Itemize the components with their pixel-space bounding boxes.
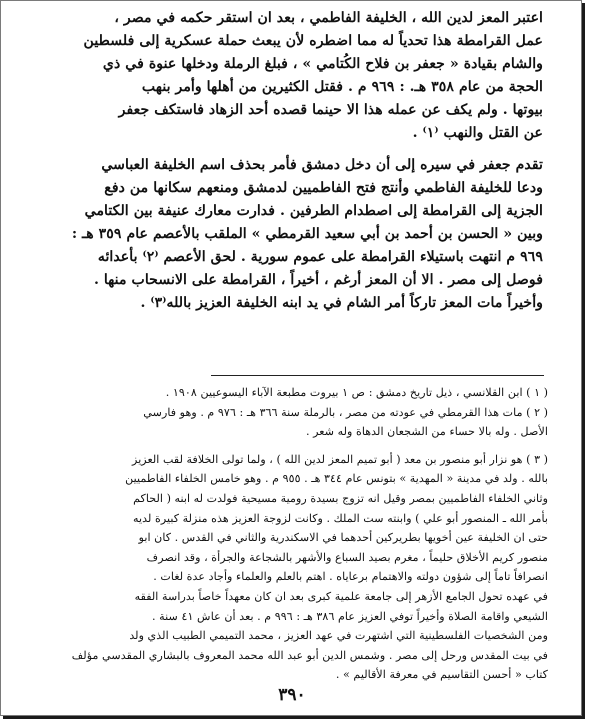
footnote-line: الأصل . وله بالا حساء من الشجعان الدهاة وله شعر . — [306, 425, 548, 439]
footnote-line: منصور كريم الأخلاق حليماً ، مغرم بصيد السباع والأشهر بالشجاعة والجرأة ، وقد انصرف — [146, 550, 548, 564]
text-line: بيوتها . ولم يكف عن عمله هذا الا حينما قصده أحد الزهاد فاستكف جعفر — [118, 102, 543, 118]
footnote-line: انصرافاً تاماً إلى شؤون دولته والاهتمام برعاياه . اهتم بالعلم والعلماء وأجاد عدة لغات . — [153, 570, 548, 584]
main-text — [43, 7, 543, 315]
text-line: وأخيراً مات المعز تاركاً أمر الشام في يد ابنه الخليفة العزيز بالله⁽٣⁾ . — [140, 295, 543, 311]
footnote-line: في بيت المقدس ورحل إلى مصر . وشمس الدين أبو عبد الله محمد المعروف بالبشاري المقدسي مؤلف — [71, 648, 548, 662]
text-line: وبين « الحسن بن أحمد بن أبي سعيد القرمطي » الملقب بالأعصم عام ٣٥٩ هـ : — [71, 226, 543, 242]
footnote-line: وثاني الخلفاء الفاطميين بمصر وقيل انه تزوج بسيدة رومية مسيحية فولدت له ابنه ( الحاكم — [133, 491, 548, 505]
footnote-line: بأمر الله ـ المنصور أبو علي ) وابنته ست الملك . وكانت لزوجة العزيز هذه منزلة كبيرة لديه — [133, 511, 548, 525]
footnote-line: كتاب « أحسن التقاسيم في معرفة الأقاليم » . — [335, 668, 548, 682]
paragraph-1 — [43, 7, 543, 145]
text-line: تقدم جعفر في سيره إلى أن دخل دمشق فأمر بحذف اسم الخليفة العباسي — [101, 157, 543, 173]
text-line: عمل القرامطة هذا تحدياً له مما اضطره لأن يبعث حملة عسكرية إلى فلسطين — [83, 33, 543, 49]
footnote-line: الشيعي واقامة الصلاة وأخيراً توفي العزيز عام ٣٨٦ هـ : ٩٩٦ م . بعد أن عاش ٤١ سنة . — [152, 609, 548, 623]
footnotes — [43, 383, 548, 685]
paragraph-2 — [43, 154, 543, 315]
footnote-line: ( ٣ ) هو نزار أبو منصور بن معد ( أبو تميم المعز لدين الله ) ، ولما تولى الخلافة لقب العزيز — [132, 452, 548, 466]
footnote-line: بالله . ولد في مدينة « المهدية » بتونس عام ٣٤٤ هـ . ٩٥٥ م . وهو خامس الخلفاء الفاطميين — [125, 472, 548, 486]
text-line: اعتبر المعز لدين الله ، الخليفة الفاطمي ، بعد ان استقر حكمه في مصر ، — [114, 10, 543, 26]
text-line: ٩٦٩ م انتهت باستيلاء القرامطة على عموم سورية . لحق الأعصم ⁽٢⁾ بأعدائه — [97, 249, 543, 265]
text-line: فوصل إلى مصر . الا أن المعز أرغم ، أخيراً ، القرامطة على الانسحاب منها . — [93, 272, 543, 288]
text-line: الجزية إلى القرامطة إلى اصطدام الطرفين . فدارت معارك عنيفة بين الكتامي — [84, 203, 543, 219]
footnote-separator — [211, 375, 544, 376]
footnote-line: ومن الشخصيات الفلسطينية التي اشتهرت في عهد العزيز ، محمد التميمي الطبيب الذي ولد — [129, 629, 548, 643]
text-line: والشام بقيادة « جعفر بن فلاح الكُتامي » ، فبلغ الرملة ودخلها عنوة في ذي — [102, 56, 543, 72]
footnote-line: حتى ان الخليفة عين أخويها بطريركين أحدهما في الاسكندرية والثاني في القدس . كان ابو — [138, 531, 548, 545]
page-number: ٣٩٠ — [278, 685, 306, 705]
text-line: عن القتل والنهب ⁽١⁾ . — [412, 125, 543, 141]
footnote-line: ( ٢ ) مات هذا القرمطي في عودته من مصر ، بالرملة سنة ٣٦٦ هـ : ٩٧٦ م . وهو فارسي — [143, 405, 548, 419]
footnote-line: ( ١ ) ابن القلانسي ، ذيل تاريخ دمشق : ص ١ بيروت مطبعة الآباء اليسوعيين ١٩٠٨ . — [165, 386, 548, 399]
footnote-line: في عهده تحول الجامع الأزهر إلى جامعة علمية كبرى بعد ان كان معهداً خاصاً بدراسة الفقه — [134, 589, 548, 603]
text-line: الحجة من عام ٣٥٨ هـ. : ٩٦٩ م . فقتل الكثيرين من أهلها وأمر بنهب — [141, 79, 543, 95]
text-line: ودعا للخليفة الفاطمي وأنتج فتح الفاطميين لدمشق ومنعهم سكانها من دفع — [104, 180, 543, 196]
